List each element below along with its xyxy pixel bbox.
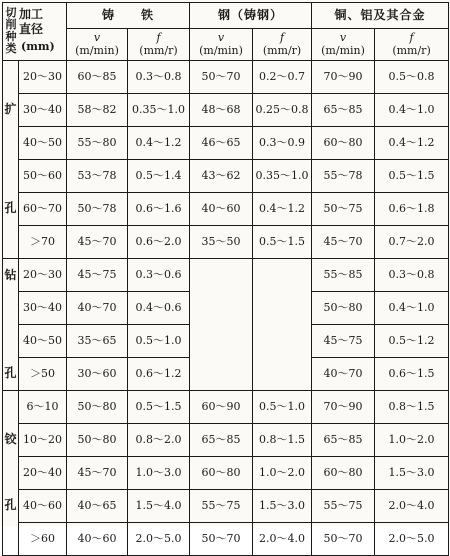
process-label-cell xyxy=(3,457,19,490)
steel-speed-cell: 55～75 xyxy=(190,490,253,523)
table-row xyxy=(3,490,449,523)
cast-iron-feed-cell: 0.5～1.5 xyxy=(128,391,190,424)
process-label-char: 铰 xyxy=(4,432,17,447)
cast-iron-speed-cell: 50～80 xyxy=(67,424,128,457)
diameter-cell: 20～30 xyxy=(19,61,67,94)
col-symbol: f xyxy=(409,31,414,45)
cast-iron-feed-cell: 0.35～1.0 xyxy=(128,94,190,127)
cast-iron-feed-cell: 0.6～2.0 xyxy=(128,226,190,259)
steel-feed-cell: 2.0～4.0 xyxy=(253,523,312,556)
copper-feed-cell: 1.5～3.0 xyxy=(375,457,449,490)
table-row xyxy=(3,523,449,556)
col-header-cast-iron-f xyxy=(128,29,190,61)
col-header-copper-v xyxy=(312,29,375,61)
table-row xyxy=(3,259,449,292)
steel-speed-cell: 46～65 xyxy=(190,127,253,160)
table-row xyxy=(3,358,449,391)
steel-feed-cell: 0.3～0.9 xyxy=(253,127,312,160)
diameter-cell: ＞70 xyxy=(19,226,67,259)
process-label-char: 孔 xyxy=(4,366,17,381)
cast-iron-feed-cell: 0.5～1.0 xyxy=(128,325,190,358)
diameter-cell: 40～50 xyxy=(19,325,67,358)
col-header-steel-v xyxy=(190,29,253,61)
col-header-cast-iron-v xyxy=(67,29,128,61)
diameter-cell: 10～20 xyxy=(19,424,67,457)
cast-iron-speed-cell: 50～78 xyxy=(67,193,128,226)
steel-speed-cell: 60～90 xyxy=(190,391,253,424)
steel-speed-cell: 43～62 xyxy=(190,160,253,193)
group-header-steel: 钢（铸钢） xyxy=(190,3,312,29)
steel-speed-cell: 48～68 xyxy=(190,94,253,127)
table-row xyxy=(3,292,449,325)
diameter-cell: 30～40 xyxy=(19,94,67,127)
cast-iron-speed-cell: 58～82 xyxy=(67,94,128,127)
steel-speed-cell: 60～80 xyxy=(190,457,253,490)
col-symbol: f xyxy=(156,31,161,45)
col-symbol: v xyxy=(339,31,347,45)
process-label-cell xyxy=(3,424,19,457)
process-label-cell xyxy=(3,193,19,226)
table-row xyxy=(3,457,449,490)
cast-iron-speed-cell: 45～70 xyxy=(67,226,128,259)
copper-speed-cell: 60～80 xyxy=(312,127,375,160)
copper-speed-cell: 45～70 xyxy=(312,226,375,259)
cutting-parameters-table xyxy=(2,2,449,556)
diameter-cell: 20～30 xyxy=(19,259,67,292)
cast-iron-speed-cell: 40～70 xyxy=(67,292,128,325)
cast-iron-feed-cell: 0.4～1.2 xyxy=(128,127,190,160)
copper-feed-cell: 0.6～1.8 xyxy=(375,193,449,226)
cast-iron-feed-cell: 0.3～0.6 xyxy=(128,259,190,292)
col-unit: (mm/r) xyxy=(139,43,178,57)
col-unit: (m/min) xyxy=(199,43,243,57)
col-symbol: v xyxy=(217,31,225,45)
process-label-cell xyxy=(3,61,19,94)
col-unit: (m/min) xyxy=(321,43,365,57)
corner-label-line1: 加工 xyxy=(19,6,44,21)
copper-speed-cell: 50～75 xyxy=(312,193,375,226)
copper-feed-cell: 0.5～0.8 xyxy=(375,61,449,94)
steel-speed-cell xyxy=(190,292,253,325)
cast-iron-feed-cell: 0.5～1.4 xyxy=(128,160,190,193)
diameter-cell: ＞50 xyxy=(19,358,67,391)
col-unit: (m/min) xyxy=(75,43,119,57)
steel-feed-cell: 0.35～1.0 xyxy=(253,160,312,193)
copper-speed-cell: 55～85 xyxy=(312,259,375,292)
copper-speed-cell: 70～90 xyxy=(312,391,375,424)
cast-iron-feed-cell: 1.5～4.0 xyxy=(128,490,190,523)
copper-speed-cell: 65～85 xyxy=(312,424,375,457)
cast-iron-speed-cell: 40～60 xyxy=(67,523,128,556)
diameter-cell: 60～70 xyxy=(19,193,67,226)
corner-vertical-label: 切削种类 xyxy=(5,5,17,55)
steel-speed-cell: 65～85 xyxy=(190,424,253,457)
copper-speed-cell: 55～75 xyxy=(312,490,375,523)
cast-iron-speed-cell: 55～80 xyxy=(67,127,128,160)
table-row xyxy=(3,325,449,358)
cast-iron-speed-cell: 53～78 xyxy=(67,160,128,193)
copper-speed-cell: 70～90 xyxy=(312,61,375,94)
cast-iron-feed-cell: 2.0～5.0 xyxy=(128,523,190,556)
steel-feed-cell xyxy=(253,292,312,325)
cast-iron-feed-cell: 0.4～0.6 xyxy=(128,292,190,325)
steel-feed-cell: 0.8～1.5 xyxy=(253,424,312,457)
copper-feed-cell: 0.5～1.2 xyxy=(375,325,449,358)
process-label-cell xyxy=(3,391,19,424)
diameter-cell: 40～50 xyxy=(19,127,67,160)
copper-feed-cell: 0.6～1.5 xyxy=(375,358,449,391)
process-label-cell xyxy=(3,127,19,160)
process-label-cell xyxy=(3,358,19,391)
steel-speed-cell: 35～50 xyxy=(190,226,253,259)
steel-feed-cell: 0.2～0.7 xyxy=(253,61,312,94)
steel-feed-cell: 0.25～0.8 xyxy=(253,94,312,127)
diameter-cell: 30～40 xyxy=(19,292,67,325)
cast-iron-feed-cell: 0.6～1.6 xyxy=(128,193,190,226)
copper-feed-cell: 1.0～2.0 xyxy=(375,424,449,457)
corner-header-cell xyxy=(3,3,67,61)
copper-speed-cell: 55～78 xyxy=(312,160,375,193)
steel-feed-cell xyxy=(253,358,312,391)
col-symbol: f xyxy=(279,31,285,45)
diameter-cell: 6～10 xyxy=(19,391,67,424)
diameter-cell: 50～60 xyxy=(19,160,67,193)
copper-feed-cell: 2.0～5.0 xyxy=(375,523,449,556)
copper-feed-cell: 0.4～1.0 xyxy=(375,292,449,325)
diameter-cell: ＞60 xyxy=(19,523,67,556)
process-label-cell xyxy=(3,94,19,127)
group-header-cast-iron: 铸 铁 xyxy=(67,3,190,29)
process-label-cell xyxy=(3,523,19,556)
cast-iron-feed-cell: 1.0～3.0 xyxy=(128,457,190,490)
table-row xyxy=(3,424,449,457)
copper-feed-cell: 0.3～0.8 xyxy=(375,259,449,292)
table-row xyxy=(3,94,449,127)
cast-iron-feed-cell: 0.8～2.0 xyxy=(128,424,190,457)
table-row xyxy=(3,61,449,94)
steel-feed-cell: 1.5～3.0 xyxy=(253,490,312,523)
steel-feed-cell: 0.4～1.2 xyxy=(253,193,312,226)
diameter-cell: 40～60 xyxy=(19,490,67,523)
copper-feed-cell: 0.8～1.5 xyxy=(375,391,449,424)
steel-feed-cell: 1.0～2.0 xyxy=(253,457,312,490)
col-header-steel-f xyxy=(253,29,312,61)
copper-feed-cell: 0.5～1.5 xyxy=(375,160,449,193)
copper-feed-cell: 2.0～4.0 xyxy=(375,490,449,523)
table-row xyxy=(3,391,449,424)
copper-speed-cell: 65～85 xyxy=(312,94,375,127)
copper-speed-cell: 60～80 xyxy=(312,457,375,490)
process-label-cell xyxy=(3,160,19,193)
cast-iron-speed-cell: 40～65 xyxy=(67,490,128,523)
steel-feed-cell xyxy=(253,325,312,358)
cast-iron-speed-cell: 30～60 xyxy=(67,358,128,391)
steel-speed-cell: 40～60 xyxy=(190,193,253,226)
corner-label-unit: (mm) xyxy=(21,39,55,53)
cast-iron-feed-cell: 0.6～1.2 xyxy=(128,358,190,391)
process-label-cell xyxy=(3,490,19,523)
cast-iron-speed-cell: 60～85 xyxy=(67,61,128,94)
steel-speed-cell xyxy=(190,259,253,292)
process-label-cell xyxy=(3,259,19,292)
col-unit: (mm/r) xyxy=(262,43,302,57)
steel-speed-cell: 50～70 xyxy=(190,523,253,556)
steel-feed-cell: 0.5～1.5 xyxy=(253,226,312,259)
process-label-char: 钻 xyxy=(4,267,17,282)
cast-iron-speed-cell: 45～70 xyxy=(67,457,128,490)
table-row xyxy=(3,226,449,259)
table-row xyxy=(3,160,449,193)
process-label-cell xyxy=(3,325,19,358)
copper-feed-cell: 0.7～2.0 xyxy=(375,226,449,259)
copper-feed-cell: 0.4～1.0 xyxy=(375,94,449,127)
cast-iron-speed-cell: 45～75 xyxy=(67,259,128,292)
copper-feed-cell: 0.4～1.2 xyxy=(375,127,449,160)
diameter-cell: 20～40 xyxy=(19,457,67,490)
steel-speed-cell xyxy=(190,325,253,358)
group-header-copper-aluminum: 铜、铝及其合金 xyxy=(312,3,449,29)
col-unit: (mm/r) xyxy=(392,43,431,57)
steel-speed-cell xyxy=(190,358,253,391)
process-label-char: 孔 xyxy=(4,201,17,216)
table-row xyxy=(3,127,449,160)
process-label-cell xyxy=(3,292,19,325)
corner-label-line2: 直径 xyxy=(19,21,44,36)
cast-iron-feed-cell: 0.3～0.8 xyxy=(128,61,190,94)
process-label-char: 扩 xyxy=(4,102,17,117)
col-header-copper-f xyxy=(375,29,449,61)
cast-iron-speed-cell: 35～65 xyxy=(67,325,128,358)
process-label-cell xyxy=(3,226,19,259)
copper-speed-cell: 40～70 xyxy=(312,358,375,391)
copper-speed-cell: 45～75 xyxy=(312,325,375,358)
steel-feed-cell xyxy=(253,259,312,292)
steel-speed-cell: 50～70 xyxy=(190,61,253,94)
steel-feed-cell: 0.5～1.0 xyxy=(253,391,312,424)
copper-speed-cell: 50～80 xyxy=(312,292,375,325)
process-label-char: 孔 xyxy=(4,498,17,513)
cast-iron-speed-cell: 50～80 xyxy=(67,391,128,424)
copper-speed-cell: 50～70 xyxy=(312,523,375,556)
table-row xyxy=(3,193,449,226)
col-symbol: v xyxy=(93,31,101,45)
